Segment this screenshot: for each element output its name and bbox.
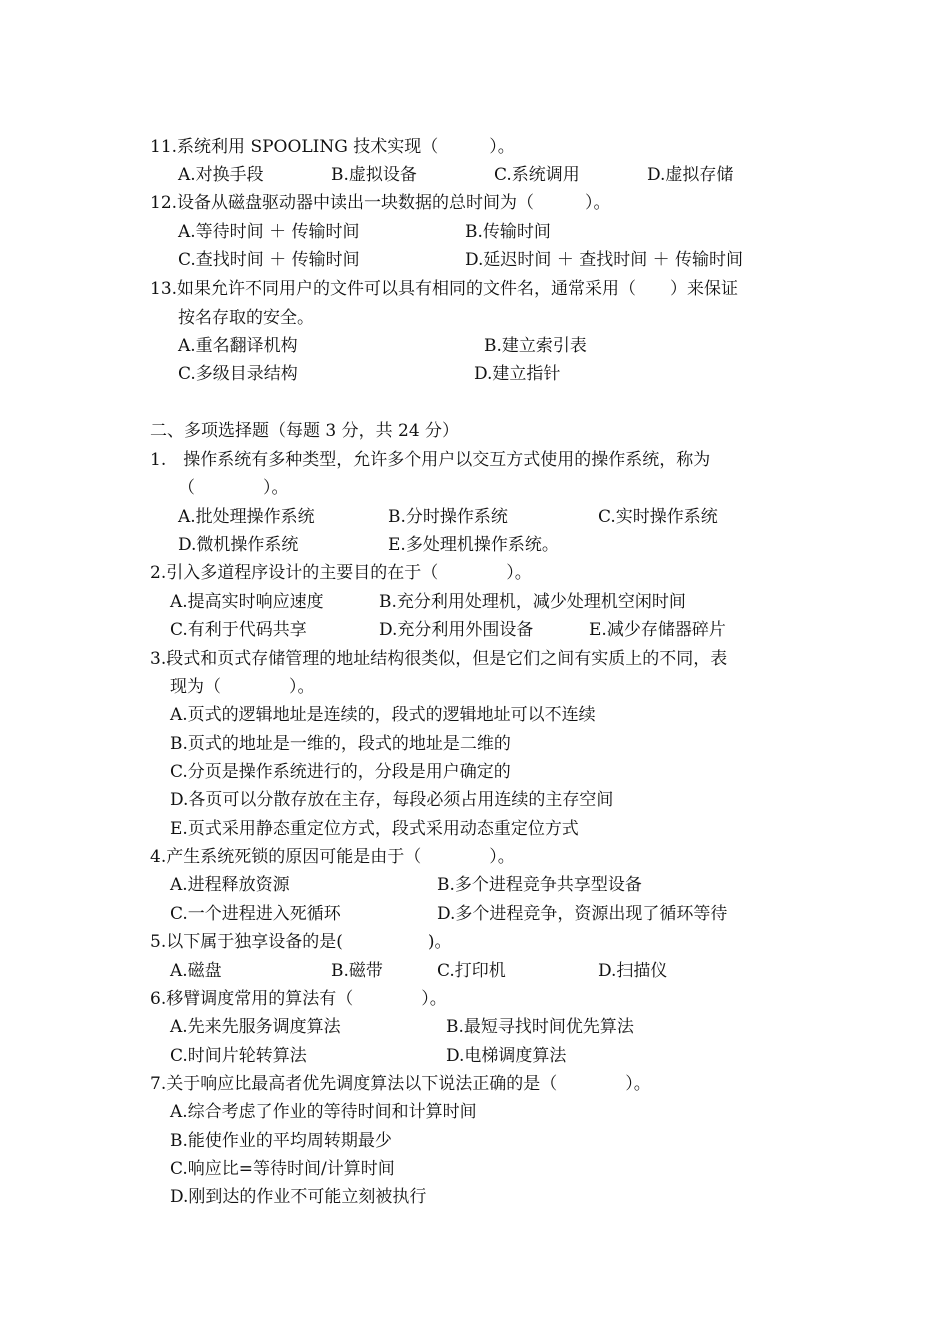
- mq1-option-a: A.批处理操作系统: [178, 507, 315, 527]
- mq1-stem-line1: 1. 操作系统有多种类型，允许多个用户以交互方式使用的操作系统，称为: [150, 450, 711, 470]
- mq1-option-b: B.分时操作系统: [388, 507, 508, 527]
- question-11-stem: 11.系统利用 SPOOLING 技术实现（ ）。: [150, 137, 515, 157]
- mq3-stem-line2: 现为（ ）。: [170, 677, 315, 697]
- question-13-stem-line1: 13.如果允许不同用户的文件可以具有相同的文件名，通常采用（ ）来保证: [150, 279, 739, 299]
- mq6-option-a: A.先来先服务调度算法: [170, 1017, 341, 1037]
- mq3-option-a: A.页式的逻辑地址是连续的，段式的逻辑地址可以不连续: [170, 705, 596, 725]
- mq1-option-d: D.微机操作系统: [178, 535, 299, 555]
- mq7-option-d: D.刚到达的作业不可能立刻被执行: [170, 1187, 427, 1207]
- mq7-stem: 7.关于响应比最高者优先调度算法以下说法正确的是（ ）。: [150, 1074, 651, 1094]
- mq7-option-a: A.综合考虑了作业的等待时间和计算时间: [170, 1102, 477, 1122]
- mq1-stem-line2: （ ）。: [178, 478, 289, 498]
- question-12-option-a: A.等待时间 ＋ 传输时间: [178, 222, 360, 242]
- mq4-option-b: B.多个进程竞争共享型设备: [437, 875, 642, 895]
- mq3-stem-line1: 3.段式和页式存储管理的地址结构很类似，但是它们之间有实质上的不同，表: [150, 649, 728, 669]
- mq2-option-a: A.提高实时响应速度: [170, 592, 324, 612]
- question-12-option-c: C.查找时间 ＋ 传输时间: [178, 250, 360, 270]
- question-13-option-b: B.建立索引表: [484, 336, 587, 356]
- mq3-option-b: B.页式的地址是一维的，段式的地址是二维的: [170, 734, 511, 754]
- mq5-option-a: A.磁盘: [170, 961, 222, 981]
- question-13-option-a: A.重名翻译机构: [178, 336, 298, 356]
- question-12-option-d: D.延迟时间 ＋ 查找时间 ＋ 传输时间: [465, 250, 744, 270]
- question-11-option-a: A.对换手段: [178, 165, 264, 185]
- mq2-option-e: E.减少存储器碎片: [589, 620, 726, 640]
- question-13-option-c: C.多级目录结构: [178, 364, 298, 384]
- mq4-option-d: D.多个进程竞争，资源出现了循环等待: [437, 904, 728, 924]
- mq1-option-e: E.多处理机操作系统。: [388, 535, 559, 555]
- mq2-option-c: C.有利于代码共享: [170, 620, 307, 640]
- section-2-heading: 二、多项选择题（每题 3 分，共 24 分）: [150, 421, 460, 441]
- question-13-stem-line2: 按名存取的安全。: [178, 308, 314, 328]
- mq5-option-b: B.磁带: [331, 961, 383, 981]
- mq6-option-b: B.最短寻找时间优先算法: [446, 1017, 634, 1037]
- mq3-option-d: D.各页可以分散存放在主存，每段必须占用连续的主存空间: [170, 790, 614, 810]
- mq6-stem: 6.移臂调度常用的算法有（ ）。: [150, 989, 447, 1009]
- mq7-option-c: C.响应比=等待时间/计算时间: [170, 1159, 395, 1179]
- question-11-option-d: D.虚拟存储: [647, 165, 734, 185]
- mq7-option-b: B.能使作业的平均周转期最少: [170, 1131, 392, 1151]
- mq2-option-d: D.充分利用外围设备: [379, 620, 534, 640]
- mq4-stem: 4.产生系统死锁的原因可能是由于（ ）。: [150, 847, 515, 867]
- mq4-option-c: C.一个进程进入死循环: [170, 904, 341, 924]
- mq2-stem: 2.引入多道程序设计的主要目的在于（ ）。: [150, 563, 532, 583]
- question-11-option-b: B.虚拟设备: [331, 165, 417, 185]
- mq6-option-d: D.电梯调度算法: [446, 1046, 567, 1066]
- mq5-option-d: D.扫描仪: [598, 961, 668, 981]
- question-11-option-c: C.系统调用: [494, 165, 580, 185]
- question-12-option-b: B.传输时间: [465, 222, 551, 242]
- question-13-option-d: D.建立指针: [474, 364, 561, 384]
- question-12-stem: 12.设备从磁盘驱动器中读出一块数据的总时间为（ ）。: [150, 193, 611, 213]
- mq3-option-c: C.分页是操作系统进行的，分段是用户确定的: [170, 762, 511, 782]
- mq3-option-e: E.页式采用静态重定位方式，段式采用动态重定位方式: [170, 819, 579, 839]
- mq1-option-c: C.实时操作系统: [598, 507, 718, 527]
- mq5-option-c: C.打印机: [437, 961, 506, 981]
- mq6-option-c: C.时间片轮转算法: [170, 1046, 307, 1066]
- mq5-stem: 5.以下属于独享设备的是( )。: [150, 932, 452, 952]
- mq2-option-b: B.充分利用处理机，减少处理机空闲时间: [379, 592, 686, 612]
- mq4-option-a: A.进程释放资源: [170, 875, 290, 895]
